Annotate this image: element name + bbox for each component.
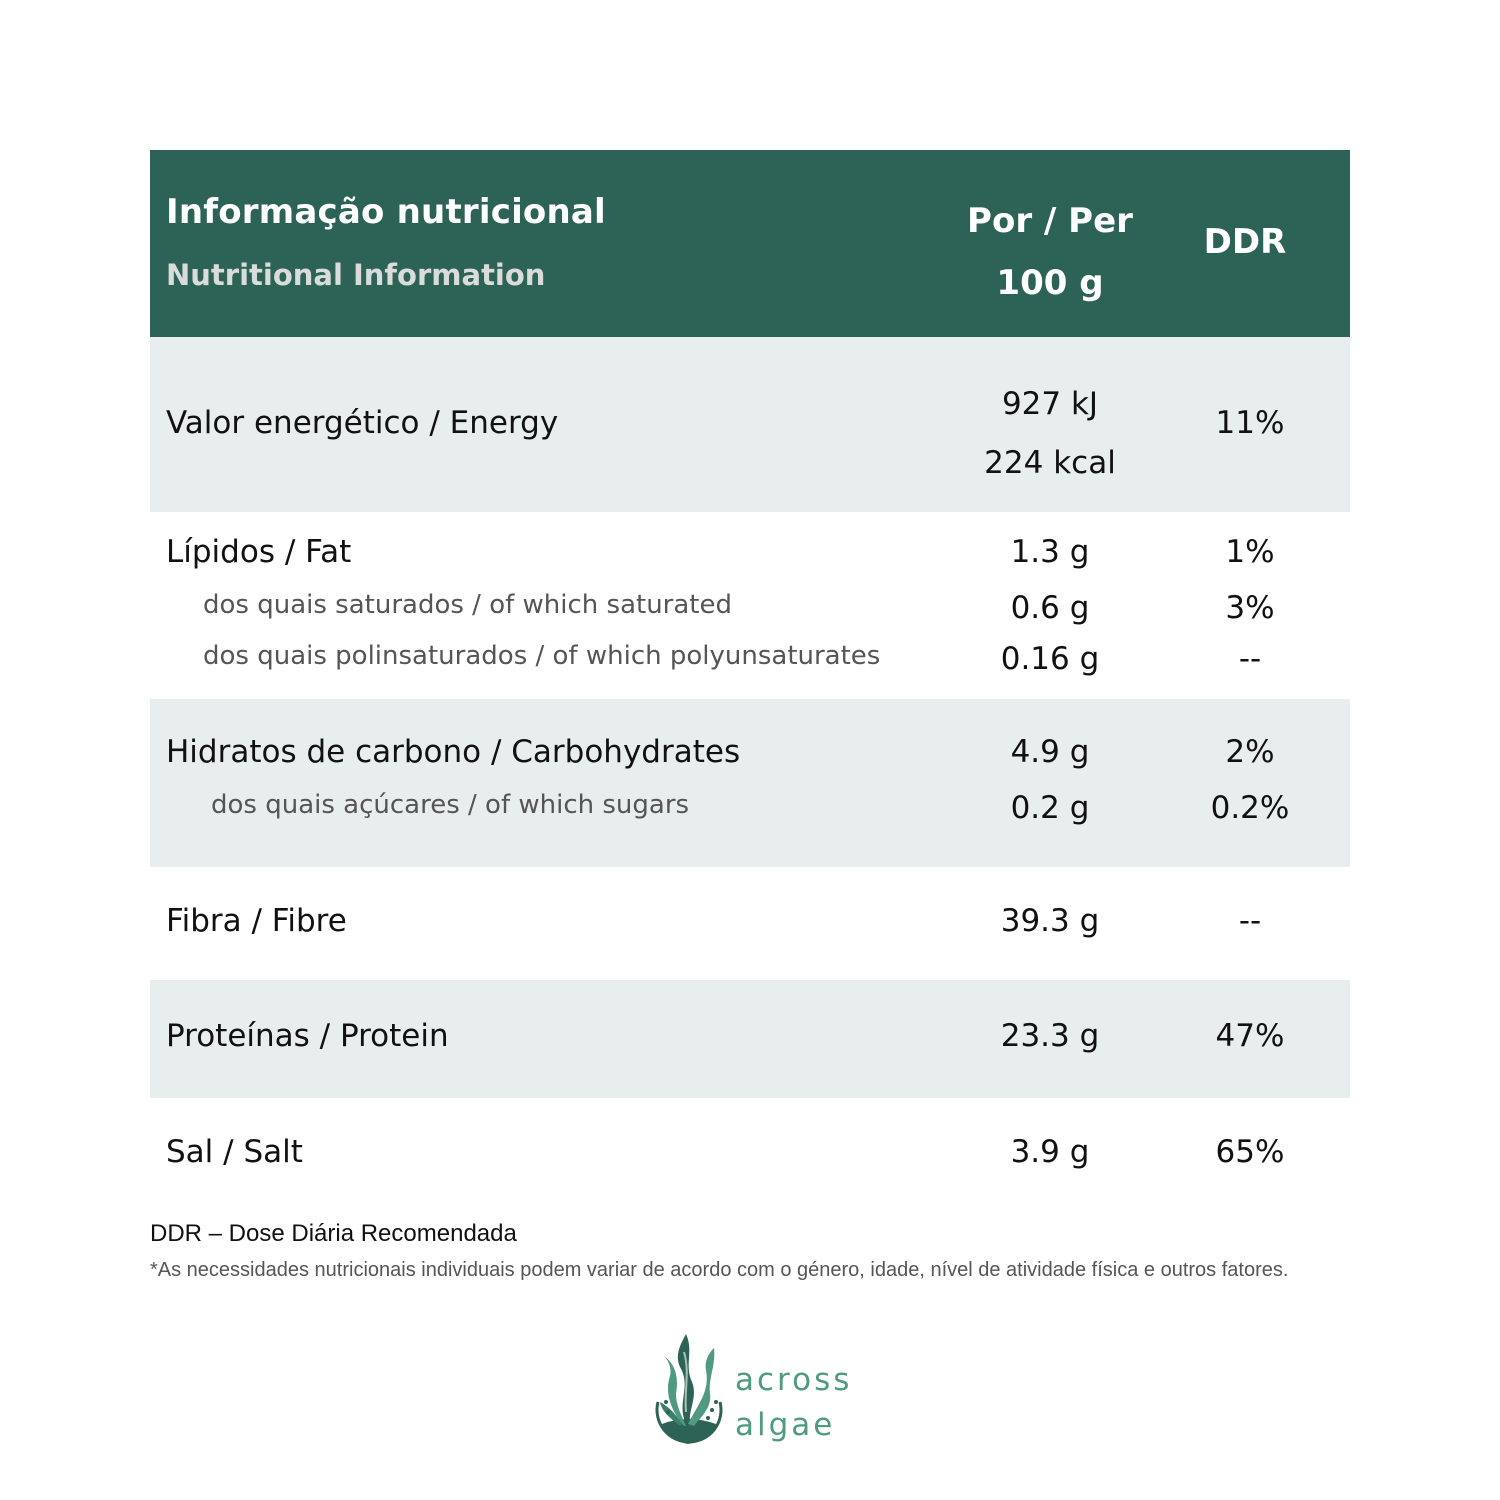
subrow-ddr-saturated: 3% [1225, 590, 1275, 626]
disclaimer: *As necessidades nutricionais individuais podem variar de acordo com o género, idade, nível de atividade física e outros fatores. [150, 1259, 1289, 1281]
row-ddr: 11% [1215, 405, 1285, 441]
table-header [150, 150, 1350, 337]
row-value: 4.9 g [1010, 734, 1090, 770]
header-title-pt: Informação nutricional [166, 192, 606, 232]
header-per-label: Por / Per [967, 201, 1133, 241]
row-label: Lípidos / Fat [166, 534, 352, 570]
subrow-label-saturated: dos quais saturados / of which saturated [203, 590, 732, 620]
table-row-carbohydrates [150, 699, 1350, 867]
row-ddr: 2% [1225, 734, 1275, 770]
table-row-salt [150, 1098, 1350, 1208]
row-value: 23.3 g [1000, 1018, 1100, 1054]
row-value [950, 375, 1150, 493]
logo-text-line1: across [735, 1362, 853, 1398]
row-ddr: -- [1238, 903, 1262, 939]
table-row-fat [150, 512, 1350, 699]
row-value: 3.9 g [1010, 1134, 1090, 1170]
table-row-protein [150, 980, 1350, 1098]
ddr-definition: DDR – Dose Diária Recomendada [150, 1220, 517, 1247]
logo-text-line2: algae [735, 1407, 836, 1443]
subrow-value-saturated: 0.6 g [1010, 590, 1090, 626]
subrow-value-polyunsaturates: 0.16 g [1000, 641, 1100, 677]
subrow-label-sugars: dos quais açúcares / of which sugars [211, 790, 690, 820]
row-ddr: 47% [1215, 1018, 1285, 1054]
subrow-label-polyunsaturates: dos quais polinsaturados / of which polyunsaturates [203, 641, 881, 671]
row-label: Hidratos de carbono / Carbohydrates [166, 734, 741, 770]
header-ddr: DDR [1203, 222, 1287, 262]
brand-logo [650, 1332, 870, 1452]
row-label: Proteínas / Protein [166, 1018, 449, 1054]
row-ddr: 65% [1215, 1134, 1285, 1170]
table-row-energy [150, 337, 1350, 512]
row-value: 39.3 g [1000, 903, 1100, 939]
row-label: Valor energético / Energy [166, 405, 559, 441]
header-per-amount: 100 g [996, 263, 1104, 303]
row-value: 1.3 g [1010, 534, 1090, 570]
row-value-kcal: 224 kcal [984, 445, 1116, 481]
table-row-fibre [150, 867, 1350, 980]
subrow-ddr-sugars: 0.2% [1210, 790, 1290, 826]
row-value-kj: 927 kJ [1001, 386, 1099, 422]
row-label: Sal / Salt [166, 1134, 303, 1170]
subrow-ddr-polyunsaturates: -- [1238, 641, 1262, 677]
header-title-en: Nutritional Information [166, 258, 546, 292]
subrow-value-sugars: 0.2 g [1010, 790, 1090, 826]
header-per-100g [950, 190, 1150, 314]
row-ddr: 1% [1225, 534, 1275, 570]
seaweed-logo-icon [650, 1332, 726, 1450]
row-label: Fibra / Fibre [166, 903, 347, 939]
nutrition-table [150, 150, 1350, 1208]
